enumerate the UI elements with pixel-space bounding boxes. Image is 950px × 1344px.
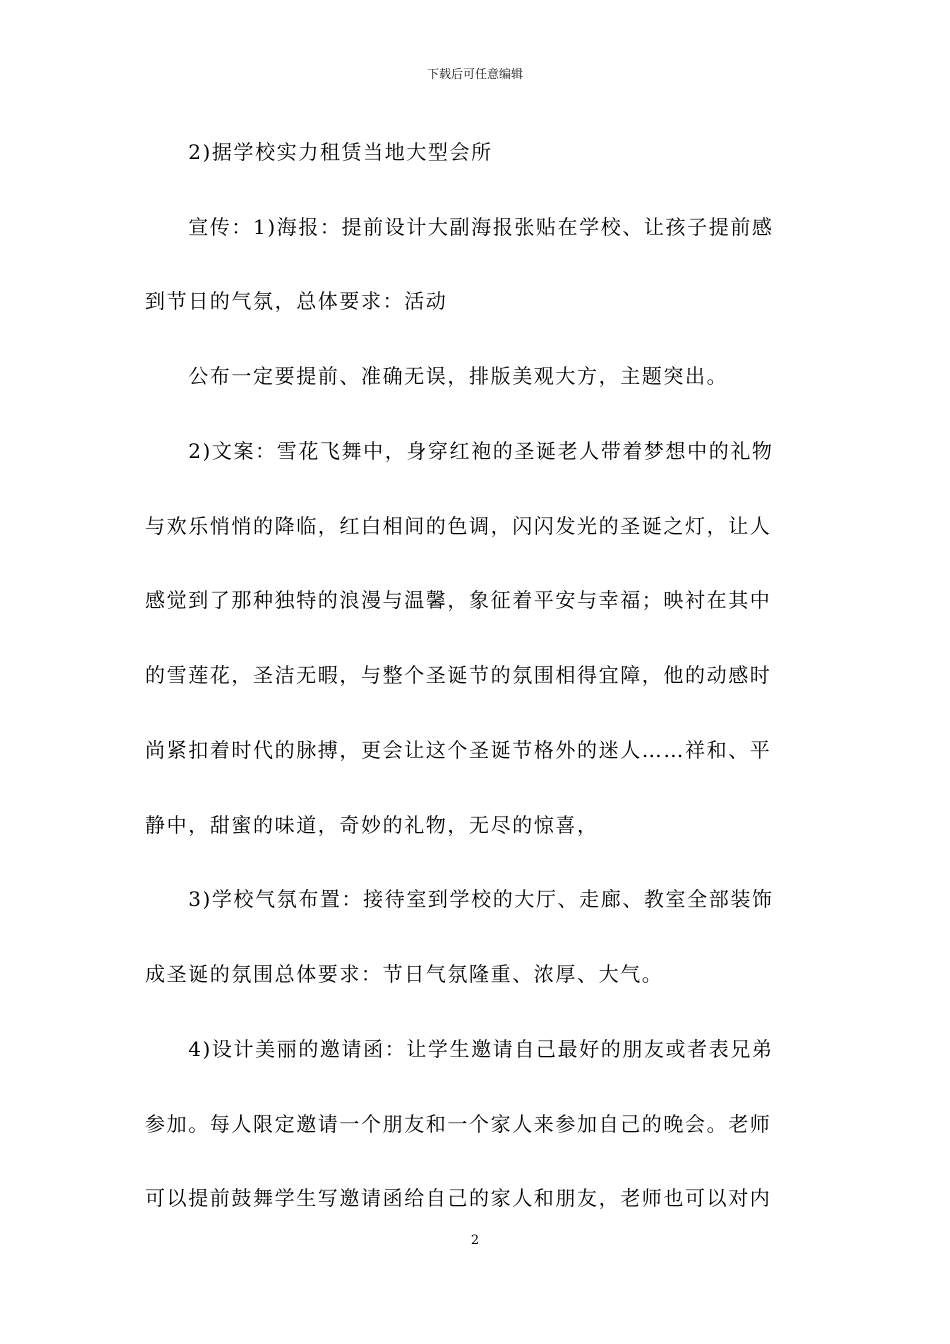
page-header: 下载后可任意编辑	[426, 67, 523, 81]
text-line: 3)学校气氛布置：接待室到学校的大厅、走廊、教室全部装饰	[145, 887, 774, 911]
text-line: 参加。每人限定邀请一个朋友和一个家人来参加自己的晚会。老师	[145, 1112, 772, 1136]
text-line: 成圣诞的氛围总体要求：节日气氛隆重、浓厚、大气。	[145, 962, 664, 986]
text-line: 宣传：1)海报：提前设计大副海报张贴在学校、让孩子提前感	[145, 215, 774, 239]
text-line: 静中，甜蜜的味道，奇妙的礼物，无尽的惊喜，	[145, 813, 599, 837]
text-line: 公布一定要提前、准确无误，排版美观大方，主题突出。	[145, 364, 729, 388]
text-line: 尚紧扣着时代的脉搏，更会让这个圣诞节格外的迷人……祥和、平	[145, 738, 772, 762]
text-line: 与欢乐悄悄的降临，红白相间的色调，闪闪发光的圣诞之灯，让人	[145, 514, 772, 538]
page-number: 2	[470, 1233, 480, 1248]
text-line: 可以提前鼓舞学生写邀请函给自己的家人和朋友，老师也可以对内	[145, 1186, 772, 1210]
text-line: 2)据学校实力租赁当地大型会所	[145, 140, 493, 164]
text-line: 2)文案：雪花飞舞中，身穿红袍的圣诞老人带着梦想中的礼物	[145, 439, 774, 463]
text-line: 到节日的气氛，总体要求：活动	[145, 289, 448, 313]
text-line: 的雪莲花，圣洁无暇，与整个圣诞节的氛围相得宜障，他的动感时	[145, 663, 772, 687]
text-line: 感觉到了那种独特的浪漫与温馨，象征着平安与幸福；映衬在其中	[145, 588, 772, 612]
text-line: 4)设计美丽的邀请函：让学生邀请自己最好的朋友或者表兄弟	[145, 1037, 774, 1061]
